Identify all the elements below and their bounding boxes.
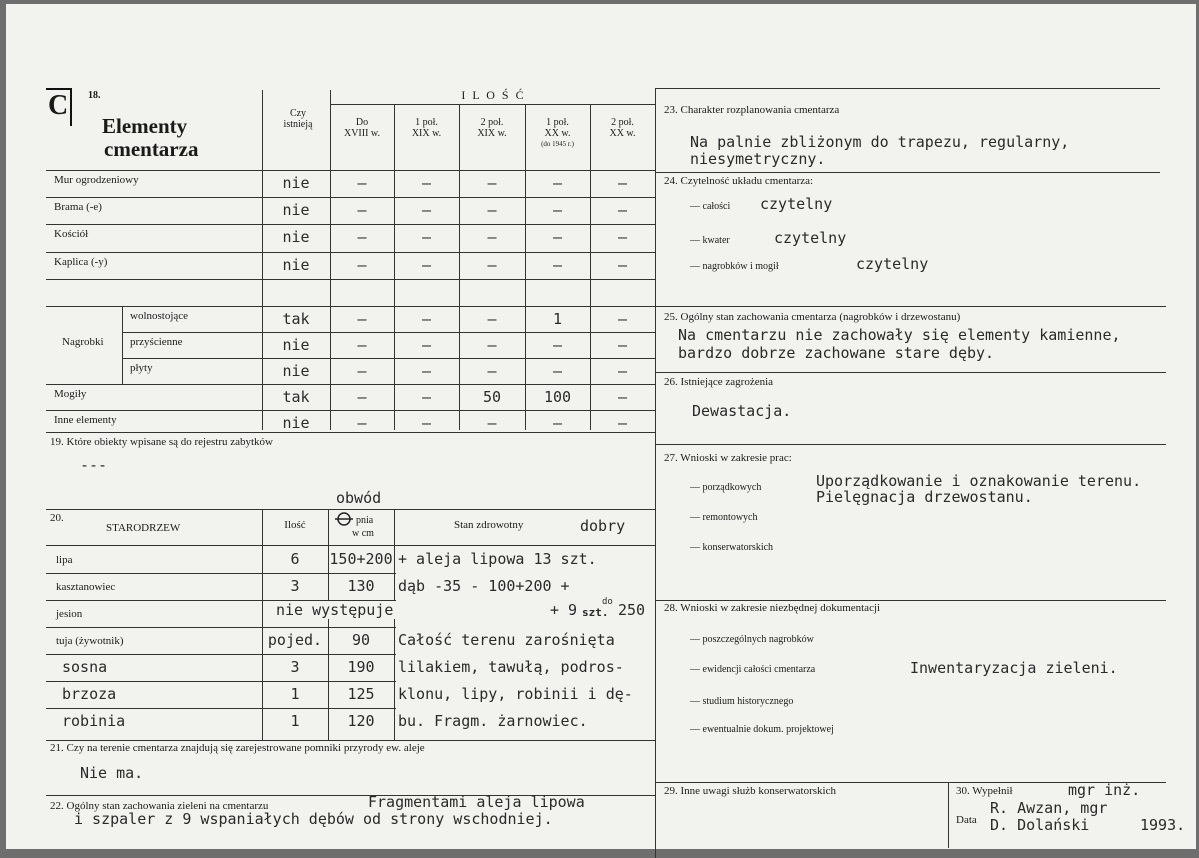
element-exists-value: tak [282,310,310,328]
element-quantity-cell: 50 [482,388,502,406]
q27-item-label: — konserwatorskich [690,542,774,553]
tree-name: lipa [56,554,73,566]
element-quantity-cell: – [617,414,628,432]
tree-health-note: dąb -35 - 100+200 + [398,577,570,595]
element-quantity-cell: – [421,228,432,246]
section-letter: C [48,90,69,121]
q22-label: 22. Ogólny stan zachowania zieleni na cmentarzu [50,800,269,812]
q26-answer: Dewastacja. [692,402,792,420]
element-quantity-cell: – [357,174,367,192]
period-label: 2 poł. [611,117,634,128]
q20-number: 20. [50,512,64,524]
element-row-label: Inne elementy [54,414,117,426]
tree-health-note: bu. Fragm. żarnowiec. [398,712,588,730]
element-quantity-cell: – [487,414,497,432]
tree-name: robinia [62,712,126,730]
element-quantity-cell: – [421,362,432,380]
q27-item-label: — remontowych [690,512,758,523]
tree-name: sosna [62,658,108,676]
element-quantity-cell: – [487,362,497,380]
q20-title: STARODRZEW [106,522,181,534]
jesion-extra: + 9 [550,601,578,619]
tree-quantity: 6 [290,550,300,568]
q26-label: 26. Istniejące zagrożenia [664,376,774,388]
tree-circumference: 190 [347,658,375,676]
rule-line [46,627,396,628]
element-quantity-cell: – [357,256,367,274]
element-exists-value: tak [282,388,310,406]
tree-circumference: 130 [347,577,375,595]
period-label: XX w. [544,128,571,139]
element-quantity-cell: – [421,388,432,406]
period-header [459,117,525,139]
element-quantity-cell: – [421,336,432,354]
q19-answer: --- [80,456,108,474]
element-quantity-cell: – [421,256,432,274]
q28-item-label: — ewentualnie dokum. projektowej [690,724,834,735]
element-quantity-cell: – [357,414,367,432]
period-header [330,117,394,139]
element-quantity-cell: – [421,414,432,432]
q24-item-label: — kwater [690,235,730,246]
period-label: XIX w. [411,128,442,139]
q20-col-trunk-2: w cm [352,528,374,539]
rule-line [46,279,656,280]
rule-line [46,224,656,225]
element-quantity-cell: – [617,201,628,219]
q30-year: 1993. [1140,816,1186,834]
element-quantity-cell: – [421,310,432,328]
q25-label: 25. Ogólny stan zachowania cmentarza (nagrobków i drzewostanu) [664,311,961,323]
element-quantity-cell: – [421,174,432,192]
element-quantity-cell: – [617,362,628,380]
rule-line [46,197,656,198]
element-quantity-cell: – [487,174,497,192]
period-header [394,117,459,139]
nagrobki-group-label: Nagrobki [62,336,104,348]
q23-label: 23. Charakter rozplanowania cmentarza [664,104,840,116]
elements-title-1: Elementy [102,114,188,138]
tree-quantity: 3 [290,658,300,676]
q21-label: 21. Czy na terenie cmentarza znajdują się zarejestrowane pomniki przyrody ew. aleje [50,742,425,754]
elements-title-2: cmentarza [104,137,199,161]
q19-label: 19. Które obiekty wpisane są do rejestru zabytków [50,436,273,448]
element-quantity-cell: – [552,201,563,219]
q22-answer-2: i szpaler z 9 wspaniałych dębów od strony wschodniej. [74,810,553,828]
element-exists-value: nie [282,256,310,274]
element-quantity-cell: – [552,228,563,246]
q20-col-quantity: Ilość [284,519,306,531]
q28-item-label: — poszczególnych nagrobków [690,634,814,645]
element-row-label: Brama (-e) [54,201,102,213]
tree-health-note: Całość terenu zarośnięta [398,631,615,649]
tree-quantity: 1 [290,685,300,703]
element-row-label: Kościół [54,228,89,240]
rule-line [46,681,396,682]
q20-col-trunk-1: pnia [356,515,374,526]
tree-circumference: 125 [347,685,375,703]
element-quantity-cell: – [357,310,367,328]
element-quantity-cell: – [487,256,497,274]
q24-item-value: czytelny [856,255,929,273]
tree-name: tuja (żywotnik) [56,635,124,647]
rule-line [122,332,656,333]
q28-item-value: Inwentaryzacja zieleni. [910,659,1118,677]
q20-col-health-handwritten: dobry [580,517,626,535]
element-quantity-cell: – [552,336,563,354]
element-quantity-cell: – [357,362,367,380]
element-quantity-cell: – [617,256,628,274]
period-label: Do [355,117,369,128]
element-exists-value: nie [282,174,310,192]
tree-circumference: 90 [351,631,371,649]
q23-answer-1: Na palnie zbliżonym do trapezu, regularny, [690,133,1070,151]
rule-line [46,252,656,253]
tree-circumference: 150+200 [329,550,393,568]
element-exists-value: nie [282,336,310,354]
element-quantity-cell: – [552,174,563,192]
q27-item-value: Uporządkowanie i oznakowanie terenu. [816,472,1142,490]
q24-item-value: czytelny [774,229,847,247]
tree-name: kasztanowiec [56,581,116,593]
element-row-label: Mogiły [54,388,87,400]
element-exists-value: nie [282,362,310,380]
rule-line [46,410,656,411]
element-quantity-cell: – [421,201,432,219]
q24-item-label: — całości [690,201,731,212]
period-header [525,117,590,150]
period-label: XIX w. [477,128,507,139]
period-label: XX w. [609,128,636,139]
rule-line [46,384,656,385]
element-quantity-cell: – [487,201,497,219]
element-quantity-cell: – [487,336,497,354]
tree-health-note: lilakiem, tawułą, podros- [398,658,624,676]
q23-answer-2: niesymetryczny. [690,150,826,168]
element-quantity-cell: – [357,388,367,406]
q25-answer-2: bardzo dobrze zachowane stare dęby. [678,344,995,362]
rule-line [46,654,396,655]
rule-line [46,170,656,171]
q30-date-label: Data [956,814,977,826]
element-quantity-cell: 1 [552,310,563,328]
element-quantity-cell: – [617,336,628,354]
period-label: XVIII w. [343,128,380,139]
tree-name: brzoza [62,685,117,703]
element-quantity-cell: – [617,174,628,192]
quantity-header: I L O Ś Ć [461,88,526,102]
rule-line [46,306,656,307]
q24-label: 24. Czytelność układu cmentarza: [664,175,814,187]
tree-health-note: klonu, lipy, robinii i dę- [398,685,633,703]
element-quantity-cell: – [487,228,497,246]
period-label: 1 poł. [415,117,438,128]
period-label: (do 1945 r.) [541,140,574,148]
element-quantity-cell: – [357,228,367,246]
q30-line-1: mgr inż. [1068,781,1141,799]
rule-line [46,600,396,601]
rule-line [122,306,123,384]
element-quantity-cell: – [617,388,628,406]
tree-health-note: + aleja lipowa 13 szt. [398,550,597,568]
jesion-do: do [602,597,613,607]
element-quantity-cell: – [487,310,497,328]
element-row-label: wolnostojące [130,310,189,322]
q30-line-3: D. Dolański [990,816,1090,834]
section-number: 18. [88,90,101,101]
q28-label: 28. Wnioski w zakresie niezbędnej dokumentacji [664,602,881,614]
q27-label: 27. Wnioski w zakresie prac: [664,452,792,464]
element-quantity-cell: – [552,362,563,380]
element-quantity-cell: – [357,201,367,219]
element-row-label: przyścienne [130,336,183,348]
period-label: 1 poł. [546,117,569,128]
tree-name: jesion [56,608,83,620]
q27-item-value: Pielęgnacja drzewostanu. [816,488,1033,506]
period-label: 2 poł. [480,117,504,128]
q30-line-2: R. Awzan, mgr [990,799,1108,817]
element-quantity-cell: – [617,228,628,246]
tree-circumference: 120 [347,712,375,730]
q20-col-health: Stan zdrowotny [454,519,524,531]
element-exists-value: nie [282,414,310,432]
tree-quantity: pojed. [267,631,323,649]
element-quantity-cell: – [552,414,563,432]
element-quantity-cell: – [552,256,563,274]
q27-item-label: — porządkowych [690,482,762,493]
tree-quantity: 3 [290,577,300,595]
col-exists-label-1: Czy [289,108,307,119]
diameter-symbol-icon [334,509,354,529]
rule-line [46,573,396,574]
element-exists-value: nie [282,201,310,219]
q25-answer-1: Na cmentarzu nie zachowały się elementy kamienne, [678,326,1121,344]
q30-label: 30. Wypełnił [956,785,1013,797]
element-row-label: Mur ogrodzeniowy [54,174,139,186]
tree-quantity: 1 [290,712,300,730]
element-exists-value: nie [282,228,310,246]
jesion-unit: szt. [582,606,609,619]
jesion-note: nie występuje [276,601,394,619]
q28-item-label: — ewidencji całości cmentarza [690,664,816,675]
q24-item-value: czytelny [760,195,833,213]
q28-item-label: — studium historycznego [690,696,794,707]
q20-circumference-handwritten: obwód [336,489,382,507]
inventory-card [6,4,1196,849]
q24-item-label: — nagrobków i mogił [690,261,779,272]
period-header [590,117,655,139]
q21-answer: Nie ma. [80,764,144,782]
element-quantity-cell: 100 [543,388,572,406]
element-quantity-cell: – [357,336,367,354]
element-row-label: płyty [130,362,153,374]
rule-line [46,708,396,709]
q22-answer-1: Fragmentami aleja lipowa [368,793,585,811]
col-exists-label-2: istnieją [283,119,313,130]
element-row-label: Kaplica (-y) [54,256,108,268]
rule-line [122,358,656,359]
q29-label: 29. Inne uwagi służb konserwatorskich [664,785,836,797]
element-quantity-cell: – [617,310,628,328]
jesion-number: 250 [618,601,646,619]
